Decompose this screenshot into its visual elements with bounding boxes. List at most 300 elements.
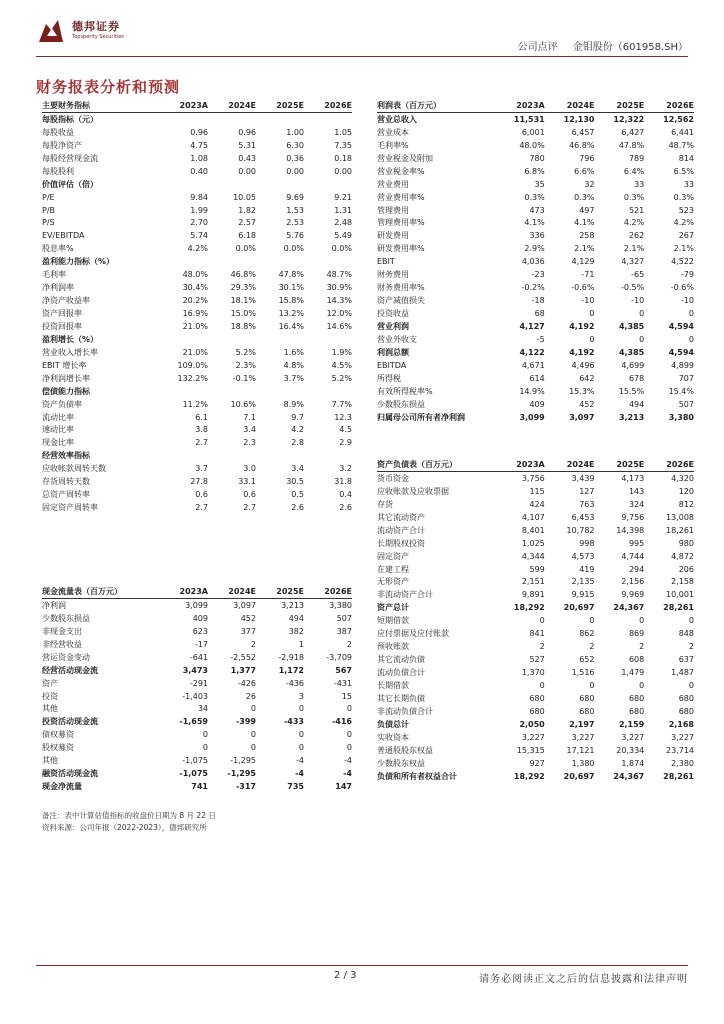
table-cell: 3.0: [243, 464, 256, 474]
table-row: [377, 113, 694, 126]
table-cell: 132.2%: [177, 373, 208, 383]
table-row: [377, 770, 694, 783]
table-cell: 30.9%: [326, 283, 352, 293]
row-label: 净利润: [42, 600, 66, 610]
table-cell: 680: [678, 706, 694, 716]
table-cell: 15: [341, 691, 352, 701]
row-label: 短期借款: [377, 616, 409, 626]
table-row: [42, 780, 352, 793]
table-cell: -426: [237, 678, 256, 688]
table-row: [42, 294, 352, 307]
row-label: 每股净资产: [42, 140, 82, 150]
table-cell: 0: [589, 680, 595, 690]
table-cell: 3,380: [668, 412, 694, 422]
row-label: 经营效率指标: [42, 451, 90, 461]
table-cell: 0.3%: [673, 192, 694, 202]
table-cell: 31.8: [334, 477, 352, 487]
table-cell: 18,292: [513, 603, 545, 613]
table-cell: -0.2%: [521, 283, 545, 293]
table-cell: 678: [628, 373, 645, 383]
table-cell: 262: [628, 231, 645, 241]
table-row: [42, 255, 352, 268]
table-cell: 11,531: [513, 114, 545, 124]
table-cell: 1,370: [521, 668, 545, 678]
table-row: [42, 449, 352, 462]
table-cell: 10,782: [566, 525, 595, 535]
row-label: 融资活动现金流: [42, 769, 98, 779]
table-cell: 28,261: [663, 603, 694, 613]
table-row: [377, 398, 694, 411]
table-cell: 3: [298, 691, 304, 701]
table-cell: -4: [343, 769, 352, 779]
table-cell: 1.31: [334, 205, 352, 215]
table-cell: 15.8%: [278, 296, 304, 306]
table-cell: -1,403: [182, 691, 208, 701]
table-cell: 21.0%: [182, 321, 208, 331]
table-cell: 3.2: [339, 464, 352, 474]
table-cell: 3.7: [195, 464, 208, 474]
table-header-row: [377, 99, 694, 113]
notes: [42, 810, 216, 834]
table-cell: 8,401: [521, 525, 545, 535]
table-cell: 608: [628, 655, 645, 665]
table-cell: -431: [333, 678, 352, 688]
note-source: 资料来源：公司年报（2022-2023），德邦研究所: [42, 823, 207, 832]
row-label: 每股经营现金流: [42, 153, 98, 163]
table-cell: -4: [296, 756, 304, 766]
table-cell: 12.0%: [326, 309, 352, 319]
table-row: [42, 152, 352, 165]
table-cell: 2,158: [671, 577, 694, 587]
row-label: 其他: [42, 704, 58, 714]
table-cell: 4,744: [621, 551, 645, 561]
company-logo-icon: [36, 16, 66, 46]
table-cell: 3,099: [519, 412, 545, 422]
table-row: [42, 307, 352, 320]
table-row: [377, 563, 694, 576]
table-cell: 4,036: [521, 257, 545, 267]
logo-en-text: Topsperity Securities: [72, 34, 124, 40]
table-cell: 927: [529, 758, 545, 768]
table-cell: 1,025: [521, 538, 545, 548]
table-cell: -4: [344, 756, 352, 766]
table-row: [377, 242, 694, 255]
table-row: [377, 653, 694, 666]
table-cell: 20,334: [616, 745, 645, 755]
row-label: 其它流动负债: [377, 655, 425, 665]
table-cell: -1,295: [227, 769, 256, 779]
table-cell: 12.3: [334, 412, 352, 422]
table-cell: 10,001: [666, 590, 694, 600]
note-valuation-date: 备注：表中计算估值指标的收盘价日期为 8 月 22 日: [42, 811, 216, 820]
table-cell: 523: [678, 205, 694, 215]
table-cell: 680: [579, 693, 595, 703]
table-cell: 1.9%: [331, 347, 352, 357]
row-label: 负债总计: [377, 719, 409, 729]
table-cell: 9.84: [190, 192, 208, 202]
year-header: 2026E: [666, 460, 694, 469]
row-label: 实收资本: [377, 732, 409, 742]
table-row: [42, 242, 352, 255]
table-cell: -23: [531, 270, 545, 280]
table-cell: 46.8%: [230, 270, 256, 280]
table-cell: 0: [250, 704, 256, 714]
table-cell: 2: [589, 642, 595, 652]
table-cell: 14.6%: [326, 321, 352, 331]
table-cell: -416: [331, 717, 352, 727]
table-row: [377, 640, 694, 653]
row-label: 每股收益: [42, 127, 74, 137]
table-cell: 3,227: [571, 732, 595, 742]
year-header: 2025E: [276, 587, 304, 596]
table-cell: 998: [579, 538, 595, 548]
row-label: 资产负债率: [42, 399, 82, 409]
table-row: [377, 268, 694, 281]
table-cell: 6.18: [238, 231, 256, 241]
row-label: 非现金支出: [42, 626, 82, 636]
table-cell: 109.0%: [177, 360, 208, 370]
table-cell: 5.2%: [331, 373, 352, 383]
row-label: 营业费用: [377, 179, 409, 189]
table-row: [377, 744, 694, 757]
table-row: [377, 385, 694, 398]
table-cell: 6,453: [571, 512, 595, 522]
table-cell: -71: [581, 270, 595, 280]
table-cell: 206: [678, 564, 694, 574]
table-cell: 33: [683, 179, 694, 189]
table-cell: -17: [194, 639, 208, 649]
row-label: 股息率%: [42, 244, 74, 254]
table-row: [42, 126, 352, 139]
table-cell: -10: [680, 296, 694, 306]
page-title: 财务报表分析和预测: [36, 78, 181, 96]
table-cell: 3.8: [195, 425, 208, 435]
row-label: 财务费用: [377, 270, 409, 280]
table-cell: 1.05: [334, 127, 352, 137]
table-cell: -317: [235, 782, 256, 792]
table-row: [377, 217, 694, 230]
table-cell: 0.3%: [524, 192, 545, 202]
table-cell: 14.3%: [326, 296, 352, 306]
table-cell: 567: [335, 665, 352, 675]
table-cell: 0.00: [334, 166, 352, 176]
table-cell: -79: [680, 270, 694, 280]
table-cell: 1,172: [278, 665, 304, 675]
table-cell: 382: [288, 626, 304, 636]
row-label: 营业税金及附加: [377, 153, 433, 163]
table-cell: 18.8%: [230, 321, 256, 331]
table-cell: 409: [529, 399, 545, 409]
table-cell: 46.8%: [569, 140, 595, 150]
table-cell: 9.7: [291, 412, 304, 422]
table-cell: 0.6: [243, 490, 256, 500]
table-cell: 258: [579, 231, 595, 241]
row-label: 所得税: [377, 373, 401, 383]
table-cell: 0: [688, 334, 694, 344]
table-cell: 48.0%: [182, 270, 208, 280]
row-label: 长期借款: [377, 680, 409, 690]
table-cell: 1.82: [238, 205, 256, 215]
table-cell: 14.9%: [519, 386, 545, 396]
table-cell: -3,709: [326, 652, 352, 662]
table-cell: 2.7: [243, 503, 256, 513]
table-cell: 2: [539, 642, 545, 652]
table-cell: 3,227: [521, 732, 545, 742]
page-number: 2 / 3: [334, 970, 357, 981]
table-row: [377, 550, 694, 563]
table-row: [377, 588, 694, 601]
table-cell: 3,097: [569, 412, 595, 422]
row-label: 净利润增长率: [42, 373, 90, 383]
table-cell: 419: [579, 564, 595, 574]
table-cell: -2,552: [230, 652, 256, 662]
row-label: 其它流动资产: [377, 512, 425, 522]
row-label: 存货: [377, 499, 393, 509]
table-cell: 4.5%: [331, 360, 352, 370]
row-label: 流动比率: [42, 412, 74, 422]
table-cell: 4.2%: [187, 244, 208, 254]
table-cell: 2,159: [618, 719, 645, 729]
balance-sheet-table: [377, 458, 694, 783]
table-cell: 32: [584, 179, 595, 189]
table-cell: 0: [202, 743, 208, 753]
year-header: 2026E: [666, 101, 694, 110]
table-row: [377, 281, 694, 294]
table-cell: 0.18: [334, 153, 352, 163]
table-cell: 12,322: [613, 114, 645, 124]
table-cell: 6.5%: [673, 166, 694, 176]
table-cell: 4.8%: [283, 360, 304, 370]
row-label: 营业收入增长率: [42, 347, 98, 357]
table-cell: 15.3%: [569, 386, 595, 396]
table-cell: 6,441: [671, 127, 694, 137]
table-cell: 680: [678, 693, 694, 703]
table-cell: 812: [678, 499, 694, 509]
table-cell: 4,344: [521, 551, 545, 561]
row-label: 其他: [42, 756, 58, 766]
table-row: [377, 757, 694, 770]
year-header: 2023A: [179, 587, 208, 596]
year-header: 2026E: [324, 101, 352, 110]
table-cell: 4,107: [521, 512, 545, 522]
table-cell: 143: [628, 486, 645, 496]
table-row: [42, 501, 352, 514]
table-cell: 642: [579, 373, 595, 383]
table-row: [42, 411, 352, 424]
table-cell: 377: [240, 626, 256, 636]
table-cell: 741: [191, 782, 208, 792]
table-cell: -0.5%: [621, 283, 645, 293]
row-label: 少数股东损益: [377, 399, 425, 409]
table-row: [42, 462, 352, 475]
table-cell: 494: [288, 613, 304, 623]
table-cell: 13.2%: [278, 309, 304, 319]
table-cell: 507: [678, 399, 694, 409]
table-cell: 10.05: [233, 192, 256, 202]
table-row: [377, 411, 694, 424]
table-cell: 4,671: [521, 360, 545, 370]
row-label: 负债和所有者权益合计: [377, 771, 457, 781]
table-cell: 27.8: [190, 477, 208, 487]
table-row: [377, 346, 694, 359]
table-cell: 680: [628, 693, 645, 703]
table-cell: 0.40: [190, 166, 208, 176]
table-cell: 2.48: [334, 218, 352, 228]
row-label: 投资回报率: [42, 321, 82, 331]
table-cell: 20.2%: [182, 296, 208, 306]
row-label: 营业税金率%: [377, 166, 425, 176]
logo-cn-text: 德邦证券: [72, 20, 120, 33]
row-label: 投资收益: [377, 309, 409, 319]
table-cell: 0.3%: [623, 192, 645, 202]
row-label: EBITDA: [377, 360, 407, 370]
table-cell: -18: [531, 296, 545, 306]
row-label: 偿债能力指标: [42, 386, 90, 396]
table-row: [42, 229, 352, 242]
table-row: [377, 731, 694, 744]
table-cell: 0.96: [190, 127, 208, 137]
table-cell: -641: [189, 652, 208, 662]
table-cell: -433: [283, 717, 304, 727]
disclaimer: 请务必阅读正文之后的信息披露和法律声明: [479, 974, 688, 985]
table-row: [42, 664, 352, 677]
row-label: 少数股东损益: [42, 613, 90, 623]
table-cell: -1,659: [179, 717, 208, 727]
table-cell: 848: [678, 629, 694, 639]
table-row: [42, 728, 352, 741]
table-cell: 4.2%: [623, 218, 645, 228]
table-cell: 0.36: [286, 153, 304, 163]
table-row: [377, 320, 694, 333]
table-row: [377, 359, 694, 372]
table-cell: 0: [539, 680, 545, 690]
table-cell: 3,473: [182, 665, 208, 675]
table-cell: 26: [245, 691, 256, 701]
row-label: EBIT: [377, 257, 395, 267]
table-cell: 0: [250, 730, 256, 740]
table-cell: 15.5%: [618, 386, 645, 396]
table-cell: 14,398: [616, 525, 645, 535]
table-cell: 1,380: [571, 758, 595, 768]
table-cell: 15.4%: [668, 386, 694, 396]
table-row: [42, 359, 352, 372]
table-cell: -2,918: [278, 652, 304, 662]
table-cell: 4,173: [621, 473, 645, 483]
table-cell: 3,380: [329, 600, 352, 610]
row-label: 固定资产周转率: [42, 503, 98, 513]
table-cell: 763: [579, 499, 595, 509]
table-cell: 735: [287, 782, 304, 792]
table-row: [377, 498, 694, 511]
row-label: 归属母公司所有者净利润: [377, 412, 465, 422]
row-label: P/S: [42, 218, 55, 228]
table-cell: 3,097: [233, 600, 256, 610]
table-cell: 12,562: [663, 114, 694, 124]
year-header: 2026E: [324, 587, 352, 596]
table-cell: 4.2%: [673, 218, 694, 228]
row-label: 资产总计: [377, 603, 409, 613]
table-cell: 4,192: [569, 347, 595, 357]
row-label: 研发费用率%: [377, 244, 425, 254]
row-label: EV/EBITDA: [42, 231, 85, 241]
table-row: [377, 165, 694, 178]
table-cell: 2.6: [291, 503, 304, 513]
table-cell: 2: [250, 639, 256, 649]
table-cell: 20,697: [563, 603, 595, 613]
row-label: 长期股权投资: [377, 538, 425, 548]
table-row: [42, 346, 352, 359]
row-label: 应收帐款周转天数: [42, 464, 106, 474]
table-cell: 2.3: [243, 438, 256, 448]
table-row: [42, 690, 352, 703]
table-cell: 28,261: [663, 771, 694, 781]
table-cell: 995: [628, 538, 645, 548]
table-cell: 21.0%: [182, 347, 208, 357]
table-cell: 2.1%: [623, 244, 645, 254]
table-row: [377, 705, 694, 718]
table-row: [42, 217, 352, 230]
table-cell: 0: [688, 616, 694, 626]
table-cell: -10: [631, 296, 645, 306]
table-cell: 4,573: [571, 551, 595, 561]
header-info: [506, 38, 688, 53]
table-cell: 6.8%: [524, 166, 545, 176]
table-cell: 29.3%: [230, 283, 256, 293]
table-cell: 0: [589, 309, 595, 319]
table-cell: 5.2%: [235, 347, 256, 357]
table-cell: 6.30: [286, 140, 304, 150]
table-cell: 5.31: [238, 140, 256, 150]
row-label: 营业利润: [377, 321, 409, 331]
table-row: [377, 178, 694, 191]
table-cell: 2,168: [668, 719, 694, 729]
table-cell: 0: [250, 743, 256, 753]
year-header: 2024E: [566, 460, 595, 469]
year-header: 2024E: [228, 587, 256, 596]
row-label: 非流动负债合计: [377, 706, 433, 716]
table-cell: 4,594: [668, 321, 694, 331]
table-cell: 4,327: [621, 257, 645, 267]
table-cell: 0: [639, 680, 645, 690]
row-label: 投资活动现金流: [42, 717, 98, 727]
table-cell: 3,213: [618, 412, 645, 422]
row-label: 每股指标（元）: [42, 114, 98, 124]
table-cell: 4,522: [671, 257, 694, 267]
table-cell: 68: [534, 309, 545, 319]
table-cell: 614: [529, 373, 545, 383]
table-row: [377, 472, 694, 485]
table-header-row: [42, 99, 352, 113]
row-label: 营业总收入: [377, 114, 417, 124]
table-cell: 0: [539, 616, 545, 626]
table-cell: 48.0%: [519, 140, 545, 150]
table-cell: -4: [295, 769, 304, 779]
table-row: [42, 754, 352, 767]
table-cell: 0: [202, 730, 208, 740]
row-label: 在建工程: [377, 564, 409, 574]
row-label: 投资: [42, 691, 58, 701]
table-cell: 267: [678, 231, 694, 241]
table-cell: 2: [688, 642, 694, 652]
table-cell: 652: [579, 655, 595, 665]
table-cell: 637: [678, 655, 694, 665]
table-cell: 47.8%: [278, 270, 304, 280]
row-label: EBIT 增长率: [42, 360, 87, 370]
table-cell: 2.9%: [524, 244, 545, 254]
table-cell: 527: [529, 655, 545, 665]
table-row: [377, 372, 694, 385]
table-cell: -0.1%: [232, 373, 256, 383]
